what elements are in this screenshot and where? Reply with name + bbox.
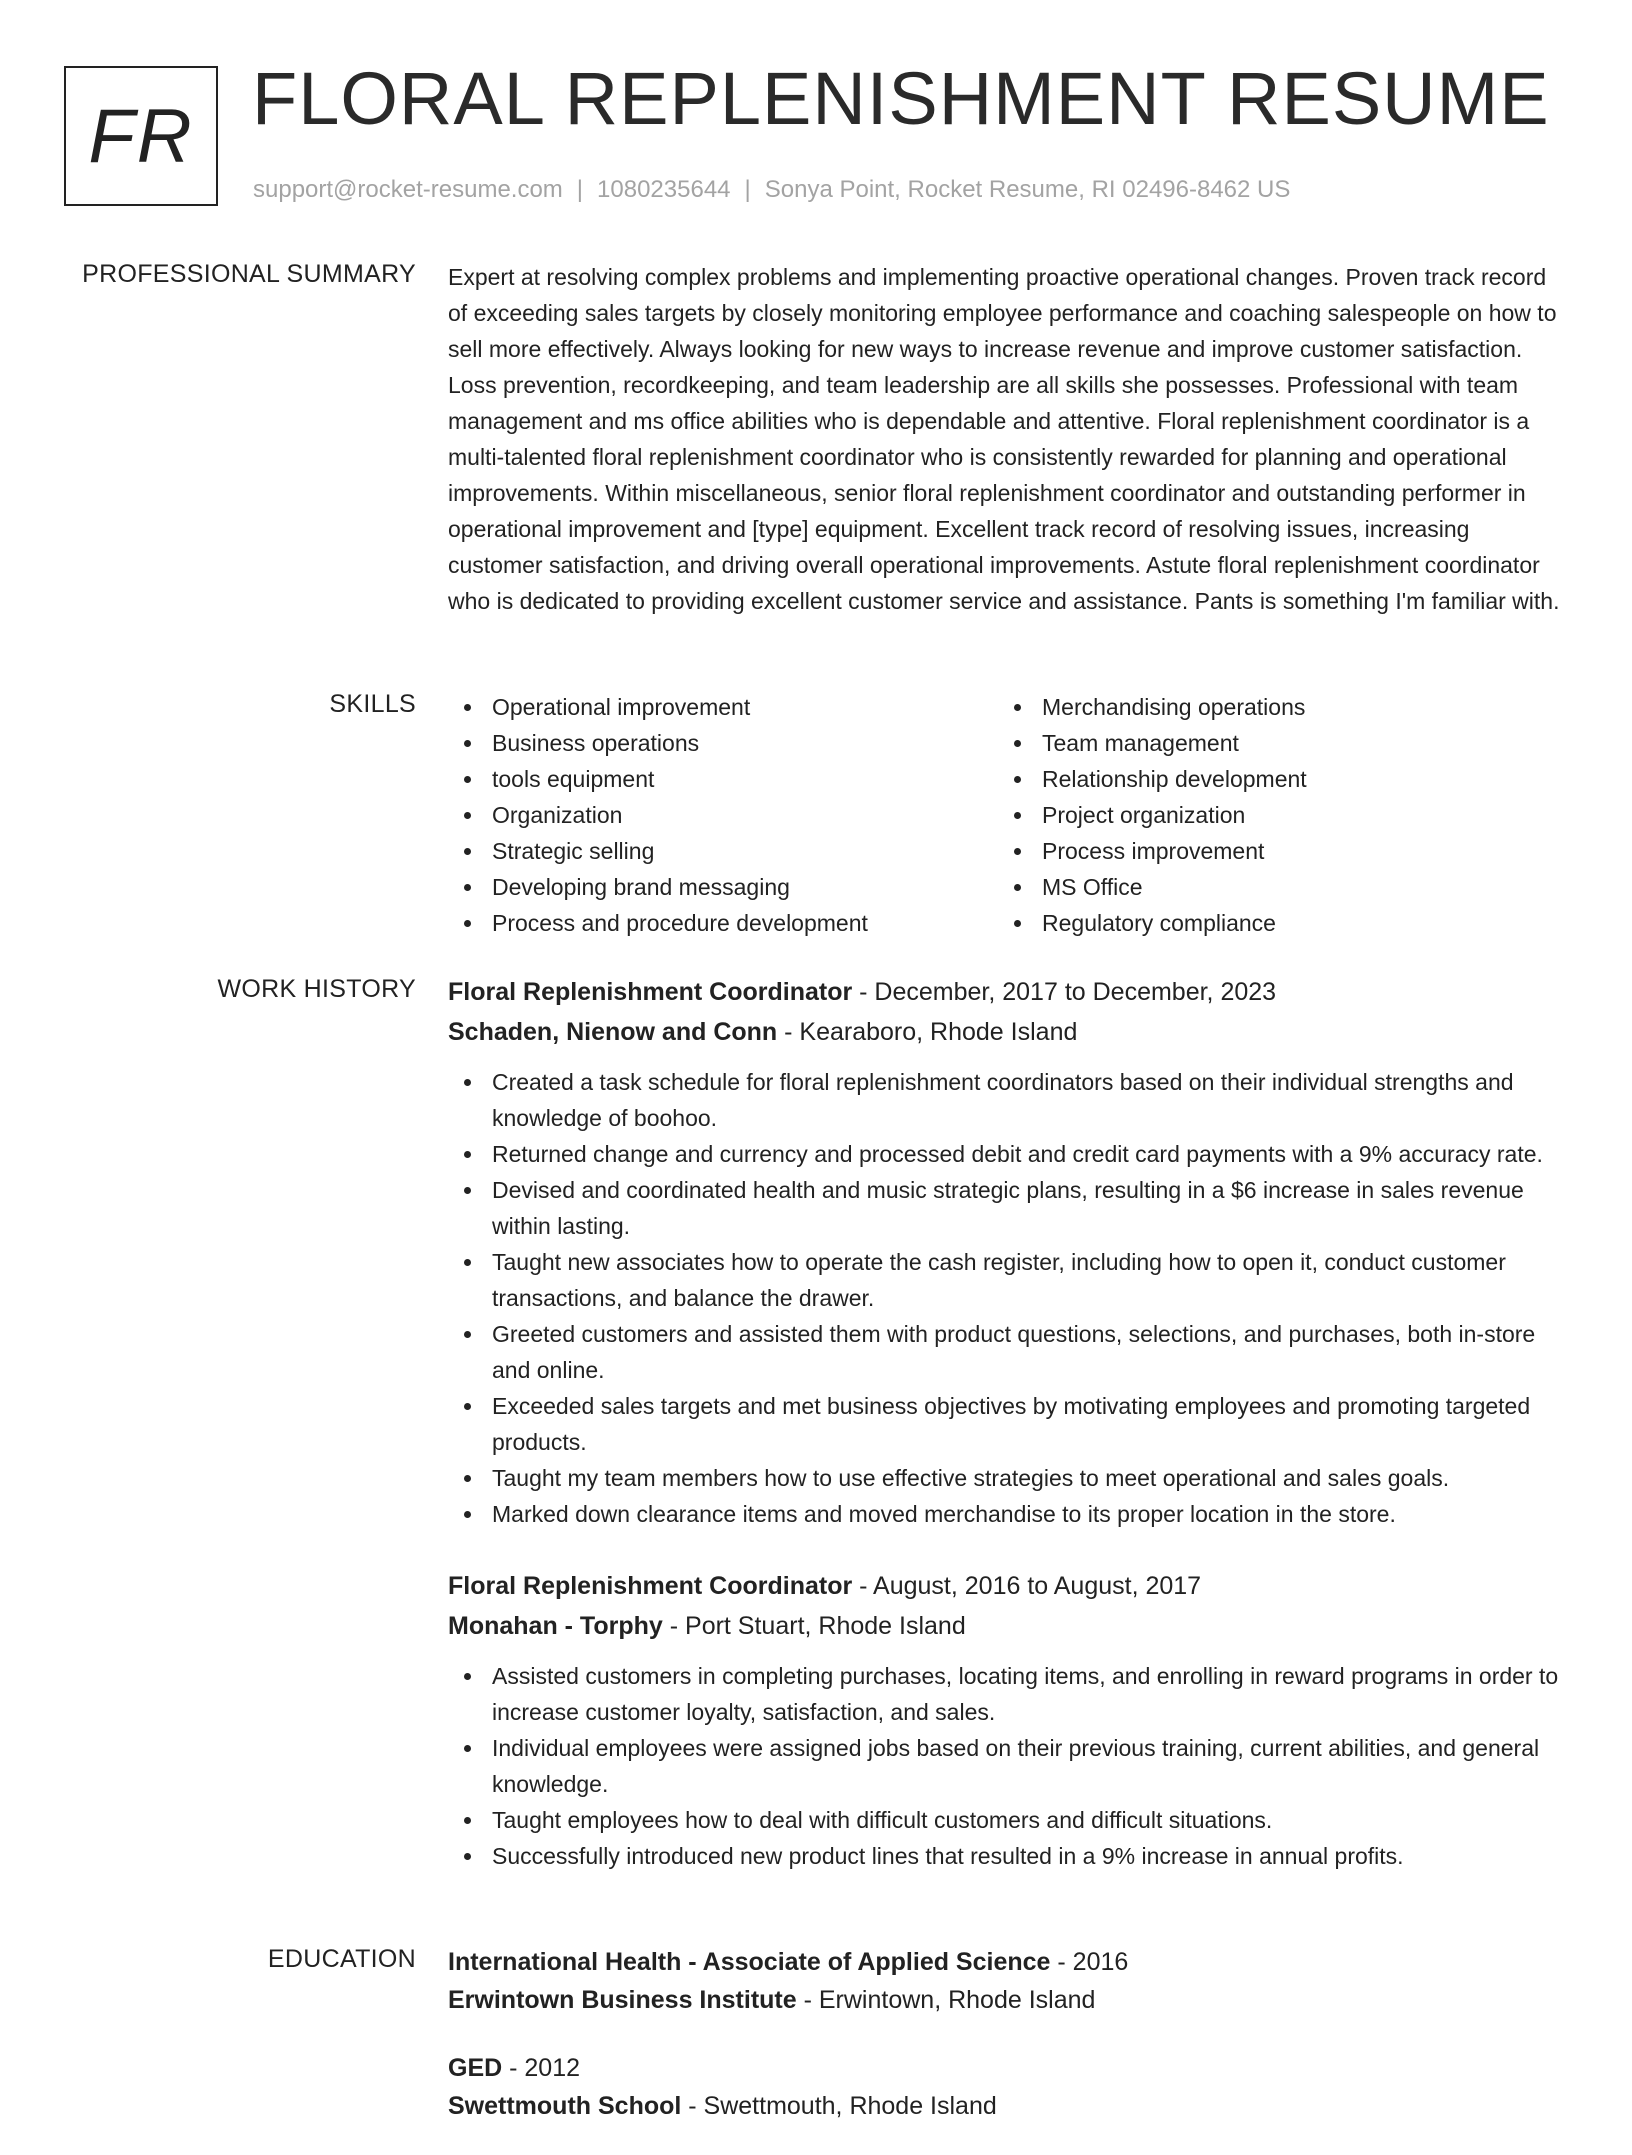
education-degree-line xyxy=(448,1943,1568,1981)
skills-list-left xyxy=(448,689,998,941)
skills-heading: SKILLS xyxy=(329,690,416,718)
skill-item: Team management xyxy=(998,725,1558,761)
education-degree: International Health - Associate of Applied Science xyxy=(448,1948,1051,1976)
skills-list-right xyxy=(998,689,1558,941)
work-history-heading: WORK HISTORY xyxy=(217,975,416,1003)
skill-item: Merchandising operations xyxy=(998,689,1558,725)
job-duty: Assisted customers in completing purchases, locating items, and enrolling in reward programs in order to increase customer loyalty, satisfaction, and sales. xyxy=(448,1658,1568,1730)
contact-line xyxy=(253,176,1290,204)
skill-item: Operational improvement xyxy=(448,689,998,725)
job-duty: Devised and coordinated health and music strategic plans, resulting in a $6 increase in sales revenue within lasting. xyxy=(448,1172,1568,1244)
job-duty: Taught employees how to deal with difficult customers and difficult situations. xyxy=(448,1802,1568,1838)
job-location: - Kearaboro, Rhode Island xyxy=(777,1018,1078,1046)
job-duties-list xyxy=(448,1064,1568,1532)
job-dates: - December, 2017 to December, 2023 xyxy=(852,978,1277,1006)
education-degree-line xyxy=(448,2049,1568,2087)
work-history-section xyxy=(448,972,1568,1908)
skill-item: Developing brand messaging xyxy=(448,869,998,905)
job-title: Floral Replenishment Coordinator xyxy=(448,978,853,1006)
education-location: - Swettmouth, Rhode Island xyxy=(681,2092,997,2120)
summary-text: Expert at resolving complex problems and implementing proactive operational changes. Proven track record of exceeding sales targets by closely monitoring employee performance and coaching salespeople on how to sell more effectively. Always looking for new ways to increase revenue and improve customer satisfaction. Loss prevention, recordkeeping, and team leadership are all skills she possesses. Professional with team management and ms office abilities who is dependable and attentive. Floral replenishment coordinator is a multi-talented floral replenishment coordinator who is consistently rewarded for planning and operational improvements. Within miscellaneous, senior floral replenishment coordinator and outstanding performer in operational improvement and [type] equipment. Excellent track record of resolving issues, increasing customer satisfaction, and driving overall operational improvements. Astute floral replenishment coordinator who is dedicated to providing excellent customer service and assistance. Pants is something I'm familiar with. xyxy=(448,264,1560,614)
skill-item: Process improvement xyxy=(998,833,1558,869)
education-year: - 2016 xyxy=(1050,1948,1129,1976)
education-heading: EDUCATION xyxy=(267,1945,416,1973)
contact-phone[interactable]: 1080235644 xyxy=(597,176,731,203)
education-school: Swettmouth School xyxy=(448,2092,682,2120)
contact-address: Sonya Point, Rocket Resume, RI 02496-8462 US xyxy=(764,176,1291,203)
education-school-line xyxy=(448,2087,1568,2125)
job-duties-list xyxy=(448,1658,1568,1874)
job-dates: - August, 2016 to August, 2017 xyxy=(852,1572,1202,1600)
education-school-line xyxy=(448,1981,1568,2019)
job-duty: Marked down clearance items and moved merchandise to its proper location in the store. xyxy=(448,1496,1568,1532)
skill-item: Process and procedure development xyxy=(448,905,998,941)
job-duty: Created a task schedule for floral replenishment coordinators based on their individual strengths and knowledge of boohoo. xyxy=(448,1064,1568,1136)
job-duty: Taught new associates how to operate the cash register, including how to open it, conduct customer transactions, and balance the drawer. xyxy=(448,1244,1568,1316)
monogram-initials: FR xyxy=(88,93,194,179)
job-duty: Returned change and currency and processed debit and credit card payments with a 9% accuracy rate. xyxy=(448,1136,1568,1172)
skill-item: Organization xyxy=(448,797,998,833)
education-location: - Erwintown, Rhode Island xyxy=(796,1986,1096,2014)
job-company-line xyxy=(448,1606,1568,1646)
contact-separator: | xyxy=(576,176,584,203)
job-title-line xyxy=(448,972,1568,1012)
contact-separator: | xyxy=(744,176,751,203)
job-entry xyxy=(448,1566,1568,1874)
education-entry xyxy=(448,1943,1568,2019)
job-duty: Greeted customers and assisted them with product questions, selections, and purchases, both in-store and online. xyxy=(448,1316,1568,1388)
skill-item: MS Office xyxy=(998,869,1558,905)
monogram-box xyxy=(64,66,218,206)
job-duty: Exceeded sales targets and met business objectives by motivating employees and promoting targeted products. xyxy=(448,1388,1568,1460)
skill-item: tools equipment xyxy=(448,761,998,797)
skill-item: Project organization xyxy=(998,797,1558,833)
skill-item: Strategic selling xyxy=(448,833,998,869)
resume-title: FLORAL REPLENISHMENT RESUME xyxy=(252,57,1550,140)
education-degree: GED xyxy=(448,2054,503,2082)
job-title-line xyxy=(448,1566,1568,1606)
job-company: Monahan - Torphy xyxy=(448,1612,663,1640)
skills-section xyxy=(448,689,1568,941)
education-school: Erwintown Business Institute xyxy=(448,1986,797,2014)
job-title: Floral Replenishment Coordinator xyxy=(448,1572,853,1600)
education-entry xyxy=(448,2049,1568,2125)
job-entry xyxy=(448,972,1568,1532)
summary-section xyxy=(448,259,1568,619)
skill-item: Business operations xyxy=(448,725,998,761)
job-duty: Taught my team members how to use effective strategies to meet operational and sales goals. xyxy=(448,1460,1568,1496)
job-duty: Successfully introduced new product lines that resulted in a 9% increase in annual profits. xyxy=(448,1838,1568,1874)
contact-email[interactable]: support@rocket-resume.com xyxy=(253,176,563,203)
skill-item: Relationship development xyxy=(998,761,1558,797)
job-company: Schaden, Nienow and Conn xyxy=(448,1018,778,1046)
job-company-line xyxy=(448,1012,1568,1052)
job-location: - Port Stuart, Rhode Island xyxy=(662,1612,966,1640)
education-section xyxy=(448,1943,1568,2155)
summary-heading: PROFESSIONAL SUMMARY xyxy=(82,260,416,288)
skill-item: Regulatory compliance xyxy=(998,905,1558,941)
education-year: - 2012 xyxy=(502,2054,581,2082)
job-duty: Individual employees were assigned jobs based on their previous training, current abilities, and general knowledge. xyxy=(448,1730,1568,1802)
